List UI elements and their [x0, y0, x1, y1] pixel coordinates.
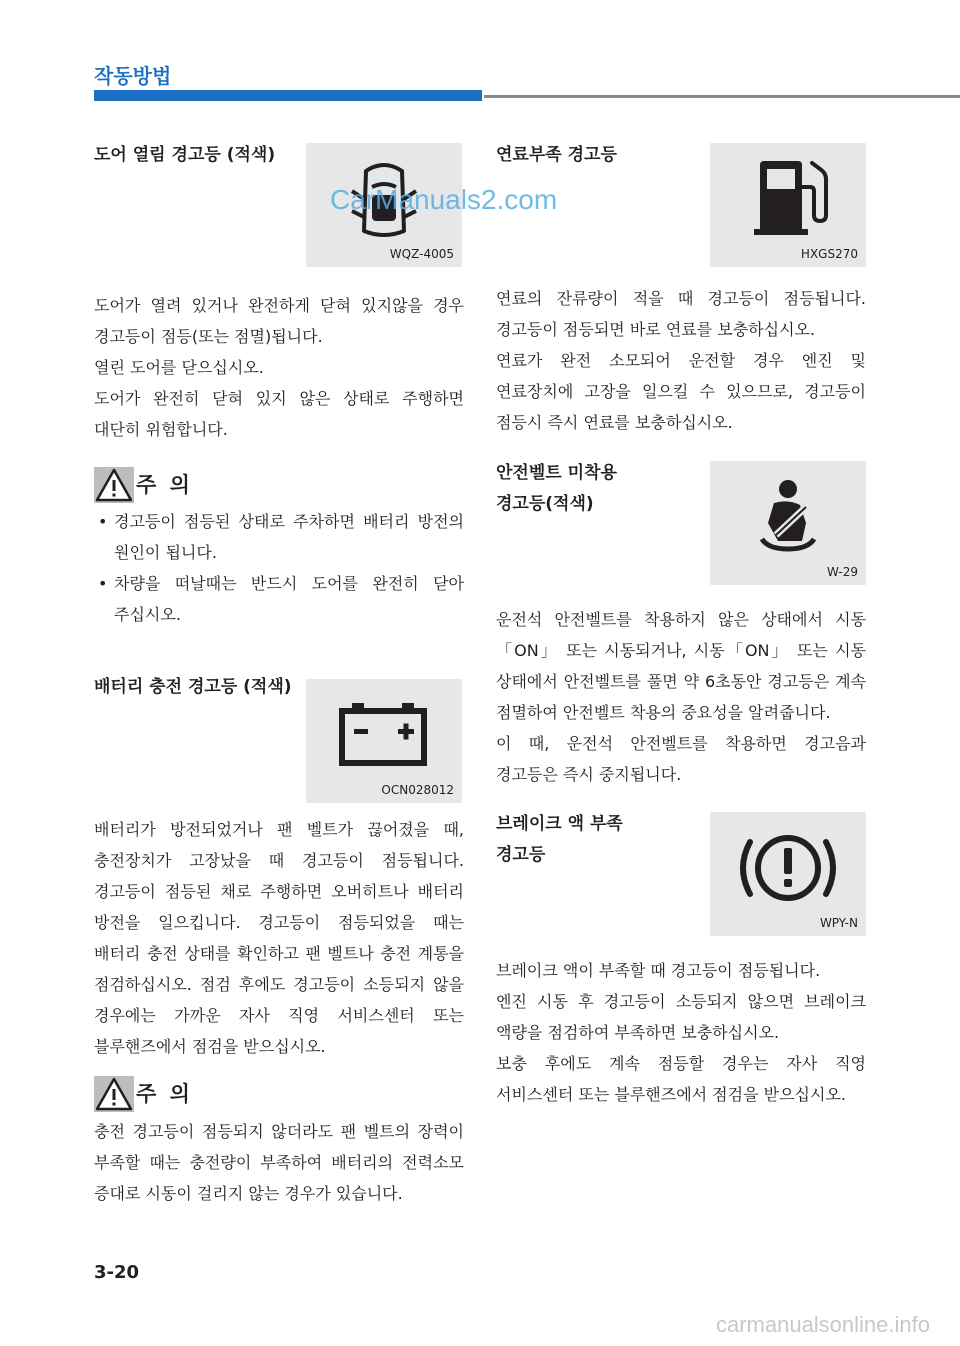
caution-label: 주 의	[136, 1082, 193, 1106]
warning-triangle-icon	[94, 467, 134, 503]
battery-warning-code: OCN028012	[381, 783, 454, 797]
brake-warning-title-line: 경고등	[496, 845, 546, 865]
caution-item: • 경고등이 점등된 상태로 주차하면 배터리 방전의 원인이 됩니다.	[94, 506, 464, 568]
brake-warning-para: 엔진 시동 후 경고등이 소등되지 않으면 브레이크 액량을 점검하여 부족하면 보충하십시오.	[496, 992, 866, 1042]
caution-list	[94, 506, 464, 630]
door-warning-para: 열린 도어를 닫으십시오.	[94, 358, 264, 377]
brake-warning-para: 보충 후에도 계속 점등할 경우는 자사 직영 서비스센터 또는 블루핸즈에서 점검을 받으십시오.	[496, 1054, 866, 1104]
page-number: 3-20	[94, 1262, 140, 1283]
fuel-warning-title: 연료부족 경고등	[496, 145, 617, 165]
seatbelt-warning-code: W-29	[827, 565, 858, 579]
header-bar-rule	[484, 95, 960, 98]
watermark: CarManuals2.com	[330, 184, 558, 215]
seatbelt-warning-body	[496, 604, 866, 790]
battery-warning-title: 배터리 충전 경고등 (적색)	[94, 677, 292, 697]
battery-warning-body: 배터리가 방전되었거나 팬 벨트가 끊어졌을 때, 충전장치가 고장났을 때 경고등이 점등됩니다. 경고등이 점등된 채로 주행하면 오버히트나 배터리 방전을 일으킵니다. 경고등이 점등되었을 때는 배터리 충전 상태를 확인하고 팬 벨트나 충전 계통을 점검하십시오. 점검 후에도 경고등이 소등되지 않을 경우에는 가까운 자사 직영 서비스센터 또는 블루핸즈에서 점검을 받으십시오.	[94, 820, 464, 1056]
fuel-warning-body	[496, 283, 866, 438]
fuel-warning-para: 연료가 완전 소모되어 운전할 경우 엔진 및 연료장치에 고장을 일으킬 수 있으므로, 경고등이 점등시 즉시 연료를 보충하십시오.	[496, 351, 866, 432]
door-warning-code: WQZ-4005	[389, 247, 454, 261]
fuel-warning-code: HXGS270	[800, 247, 858, 261]
caution-heading	[94, 467, 294, 503]
footer-watermark: carmanualsonline.info	[715, 1312, 930, 1337]
seatbelt-warning-title	[496, 458, 617, 520]
door-warning-body	[94, 290, 464, 445]
brake-warning-title-line: 브레이크 액 부족	[496, 814, 623, 834]
brake-warning-title	[496, 809, 623, 871]
door-warning-para: 도어가 열려 있거나 완전하게 닫혀 있지않을 경우 경고등이 점등(또는 점멸)됩니다.	[94, 296, 464, 346]
caution-item: • 차량을 떠날때는 반드시 도어를 완전히 닫아 주십시오.	[94, 568, 464, 630]
seatbelt-warning-figure	[710, 461, 866, 585]
caution-body: 충전 경고등이 점등되지 않더라도 팬 벨트의 장력이 부족할 때는 충전량이 부족하여 배터리의 전력소모 증대로 시동이 걸리지 않는 경우가 있습니다.	[94, 1122, 464, 1203]
fuel-warning-para: 연료의 잔류량이 적을 때 경고등이 점등됩니다. 경고등이 점등되면 바로 연료를 보충하십시오.	[496, 289, 866, 339]
brake-warning-para: 브레이크 액이 부족할 때 경고등이 점등됩니다.	[496, 961, 821, 980]
section-header-title: 작동방법	[94, 64, 172, 88]
seatbelt-warning-title-line: 경고등(적색)	[496, 494, 594, 514]
caution-heading	[94, 1076, 294, 1112]
seatbelt-warning-para: 운전석 안전벨트를 착용하지 않은 상태에서 시동「ON」 또는 시동되거나, 시동「ON」 또는 시동 상태에서 안전벨트를 풀면 약 6초동안 경고등은 계속 점멸하여 안전벨트 착용의 중요성을 알려줍니다.	[496, 610, 866, 722]
door-warning-para: 도어가 완전히 닫혀 있지 않은 상태로 주행하면 대단히 위험합니다.	[94, 389, 464, 439]
door-warning-title: 도어 열림 경고등 (적색)	[94, 145, 276, 165]
fuel-warning-figure	[710, 143, 866, 267]
warning-triangle-icon	[94, 1076, 134, 1112]
brake-warning-body	[496, 955, 866, 1110]
caution-label: 주 의	[136, 473, 193, 497]
header-bar-accent	[94, 90, 482, 101]
seatbelt-warning-para: 이 때, 운전석 안전벨트를 착용하면 경고음과 경고등은 즉시 중지됩니다.	[496, 734, 866, 784]
brake-warning-figure	[710, 812, 866, 936]
battery-warning-figure	[306, 679, 462, 803]
seatbelt-warning-title-line: 안전벨트 미착용	[496, 463, 617, 483]
brake-warning-code: WPY-N	[819, 916, 858, 930]
